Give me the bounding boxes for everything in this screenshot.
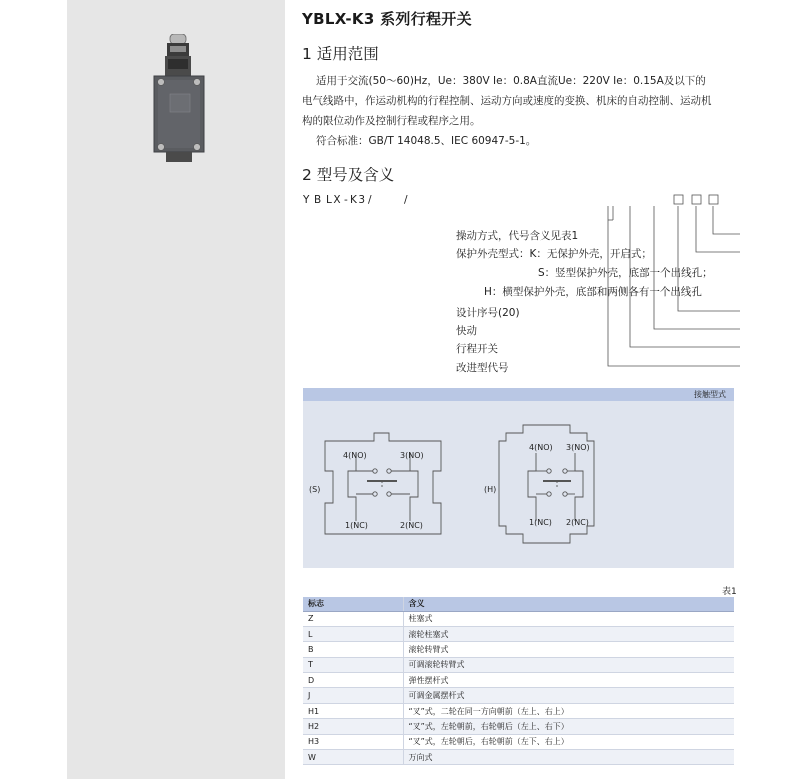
code-b: B	[314, 194, 323, 206]
operation-code-table	[303, 597, 734, 765]
code-y: Y	[303, 194, 311, 206]
wiring-diagram-header	[303, 388, 734, 401]
code-lx: LX	[326, 194, 343, 206]
scope-text-line2: 电气线路中，作运动机构的行程控制、运动方向或速度的变换、机床的自动控制、运动机	[302, 95, 712, 107]
table-cell-meaning: 柱塞式	[403, 611, 734, 626]
table-cell-code: J	[303, 688, 403, 703]
label-housing-k: 保护外壳型式：K：无保护外壳，开启式；	[456, 248, 652, 260]
table-row	[303, 626, 734, 641]
leader-operation	[713, 206, 740, 234]
scope-text-line1: 适用于交流(50～60)Hz，Ue：380V Ie：0.8A直流Ue：220V Ie：0.15A及以下的	[316, 75, 706, 87]
section-model-heading: 2 型号及含义	[302, 166, 395, 184]
table-row	[303, 673, 734, 688]
scope-standard: 符合标准：GB/T 14048.5、IEC 60947-5-1。	[316, 135, 537, 147]
leader-housing	[696, 206, 740, 252]
table-cell-code: H2	[303, 719, 403, 734]
table-header-row	[303, 597, 734, 611]
wiring-s-label: (S)	[309, 485, 321, 494]
table-row	[303, 750, 734, 765]
table-row	[303, 688, 734, 703]
table-cell-meaning: “叉”式，二轮在同一方向朝前（左上、右上）	[403, 703, 734, 718]
table-cell-meaning: “叉”式，左轮朝前，右轮朝后（左上、右下）	[403, 719, 734, 734]
h-no3-label: 3(NO)	[566, 443, 590, 452]
code-slash1: /	[368, 194, 374, 206]
code-k3: K3	[350, 194, 367, 206]
table-row	[303, 657, 734, 672]
s-nc1-label: 1(NC)	[345, 521, 368, 530]
table-cell-meaning: 滚轮柱塞式	[403, 626, 734, 641]
label-switch: 行程开关	[456, 343, 498, 355]
table-cell-meaning: 滚轮转臂式	[403, 642, 734, 657]
table-cell-code: T	[303, 657, 403, 672]
table-cell-code: L	[303, 626, 403, 641]
code-dash: -	[344, 194, 350, 206]
label-housing-s: S：竖型保护外壳，底部一个出线孔；	[538, 267, 713, 279]
table-cell-meaning: 可调滚轮转臂式	[403, 657, 734, 672]
label-design: 设计序号(20)	[456, 307, 520, 319]
s-contact-frame	[348, 453, 418, 521]
section-scope-heading: 1 适用范围	[302, 45, 379, 63]
table-cell-meaning: 弹性摆杆式	[403, 673, 734, 688]
h-nc2-label: 2(NC)	[566, 518, 589, 527]
table-cell-code: H1	[303, 703, 403, 718]
s-housing-outline	[325, 433, 441, 534]
h-no4-label: 4(NO)	[529, 443, 553, 452]
wiring-diagrams	[303, 401, 734, 568]
s-no4-label: 4(NO)	[343, 451, 367, 460]
table-cell-meaning: “叉”式，左轮朝后，右轮朝前（左下、右上）	[403, 734, 734, 749]
table-header-meaning: 含义	[403, 597, 734, 611]
product-image	[148, 34, 210, 162]
code-box-1	[674, 195, 683, 204]
table-header-code: 标志	[303, 597, 403, 611]
page-title: YBLX-K3 系列行程开关	[302, 10, 472, 28]
table-cell-meaning: 万向式	[403, 750, 734, 765]
code-box-2	[692, 195, 701, 204]
h-contact-frame	[528, 453, 583, 521]
label-snap: 快动	[456, 325, 477, 337]
table-cell-code: B	[303, 642, 403, 657]
label-housing-h: H：横型保护外壳，底部和两侧各有一个出线孔	[484, 286, 702, 298]
label-improved: 改进型代号	[456, 362, 509, 374]
table-row	[303, 734, 734, 749]
table1-caption: 表1	[722, 587, 737, 597]
table-row	[303, 642, 734, 657]
wiring-header-label: 接触型式	[694, 390, 726, 399]
h-nc1-label: 1(NC)	[529, 518, 552, 527]
code-box-3	[709, 195, 718, 204]
table-row	[303, 719, 734, 734]
wiring-diagram-panel	[303, 388, 734, 568]
s-no3-label: 3(NO)	[400, 451, 424, 460]
scope-text-line3: 构的限位动作及控制行程或程序之用。	[302, 115, 481, 127]
table-cell-code: Z	[303, 611, 403, 626]
label-operation: 操动方式，代号含义见表1	[456, 230, 579, 242]
table-row	[303, 703, 734, 718]
s-nc2-label: 2(NC)	[400, 521, 423, 530]
table-cell-code: H3	[303, 734, 403, 749]
code-slash2: /	[404, 194, 410, 206]
wiring-h-label: (H)	[484, 485, 497, 494]
table-cell-meaning: 可调金属摆杆式	[403, 688, 734, 703]
table-cell-code: W	[303, 750, 403, 765]
table-row	[303, 611, 734, 626]
table-cell-code: D	[303, 673, 403, 688]
